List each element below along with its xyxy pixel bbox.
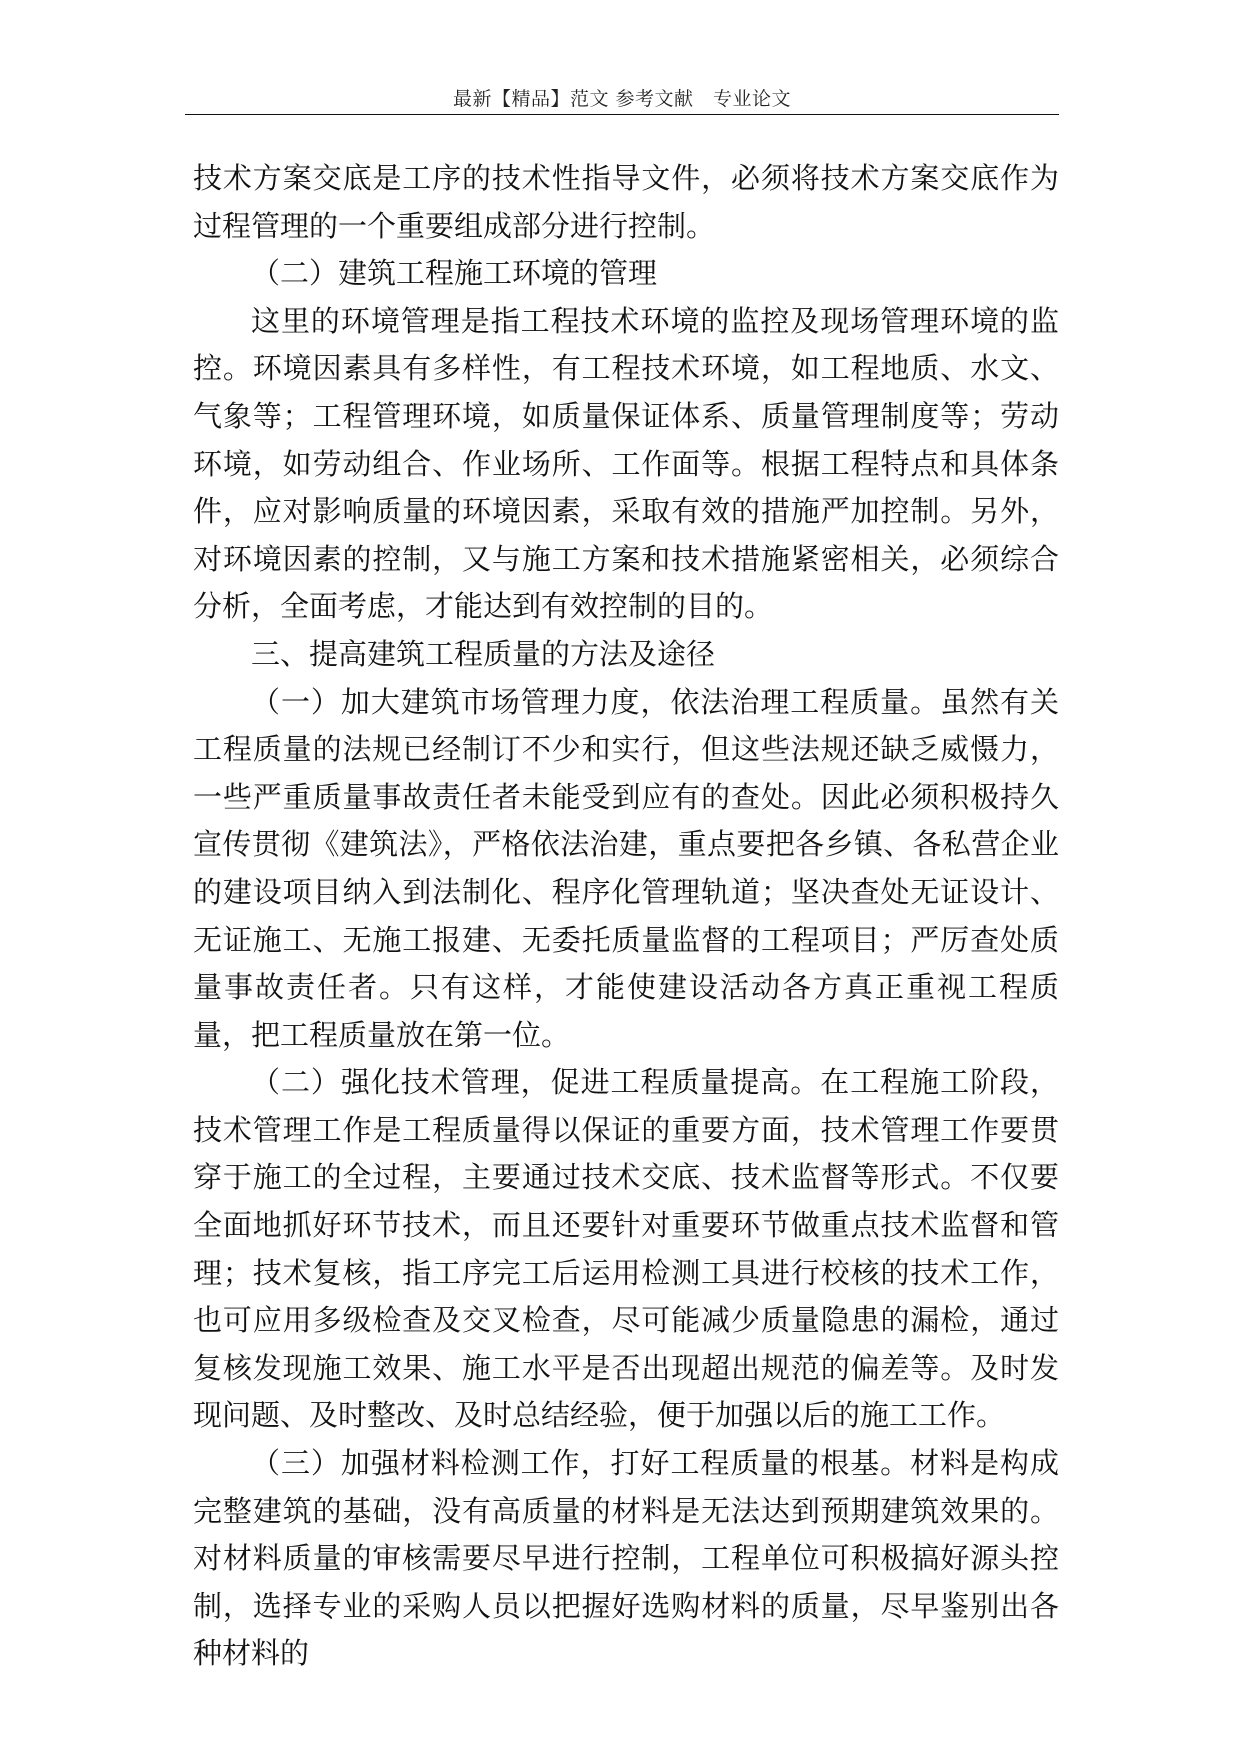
paragraph: （三）加强材料检测工作，打好工程质量的根基。材料是构成完整建筑的基础，没有高质量的材料是无法达到预期建筑效果的。对材料质量的审核需要尽早进行控制，工程单位可积极搞好源头控制，选择专业的采购人员以把握好选购材料的质量，尽早鉴别出各种材料的 bbox=[193, 1446, 1059, 1671]
paragraph: 这里的环境管理是指工程技术环境的监控及现场管理环境的监控。环境因素具有多样性，有工程技术环境，如工程地质、水文、气象等；工程管理环境，如质量保证体系、质量管理制度等；劳动环境，如劳动组合、作业场所、工作面等。根据工程特点和具体条件，应对影响质量的环境因素，采取有效的措施严加控制。另外，对环境因素的控制，又与施工方案和技术措施紧密相关，必须综合分析，全面考虑，才能达到有效控制的目的。 bbox=[193, 303, 1059, 624]
document-body bbox=[193, 155, 1059, 1678]
paragraph: （一）加大建筑市场管理力度，依法治理工程质量。虽然有关工程质量的法规已经制订不少和实行，但这些法规还缺乏威慑力，一些严重质量事故责任者未能受到应有的查处。因此必须积极持久宣传贯彻《建筑法》，严格依法治建，重点要把各乡镇、各私营企业的建设项目纳入到法制化、程序化管理轨道；坚决查处无证设计、无证施工、无施工报建、无委托质量监督的工程项目；严厉查处质量事故责任者。只有这样，才能使建设活动各方真正重视工程质量，把工程质量放在第一位。 bbox=[193, 684, 1059, 1052]
page-header: 最新【精品】范文 参考文献 专业论文 bbox=[452, 88, 792, 110]
paragraph: （二）强化技术管理，促进工程质量提高。在工程施工阶段，技术管理工作是工程质量得以保证的重要方面，技术管理工作要贯穿于施工的全过程，主要通过技术交底、技术监督等形式。不仅要全面地抓好环节技术，而且还要针对重要环节做重点技术监督和管理；技术复核，指工序完工后运用检测工具进行校核的技术工作，也可应用多级检查及交叉检查，尽可能减少质量隐患的漏检，通过复核发现施工效果、施工水平是否出现超出规范的偏差等。及时发现问题、及时整改、及时总结经验，便于加强以后的施工工作。 bbox=[193, 1065, 1059, 1433]
header-divider bbox=[185, 114, 1059, 115]
paragraph: 技术方案交底是工序的技术性指导文件，必须将技术方案交底作为过程管理的一个重要组成部分进行控制。 bbox=[193, 161, 1059, 243]
section-heading: （二）建筑工程施工环境的管理 bbox=[251, 256, 658, 291]
section-heading: 三、提高建筑工程质量的方法及途径 bbox=[251, 636, 716, 671]
